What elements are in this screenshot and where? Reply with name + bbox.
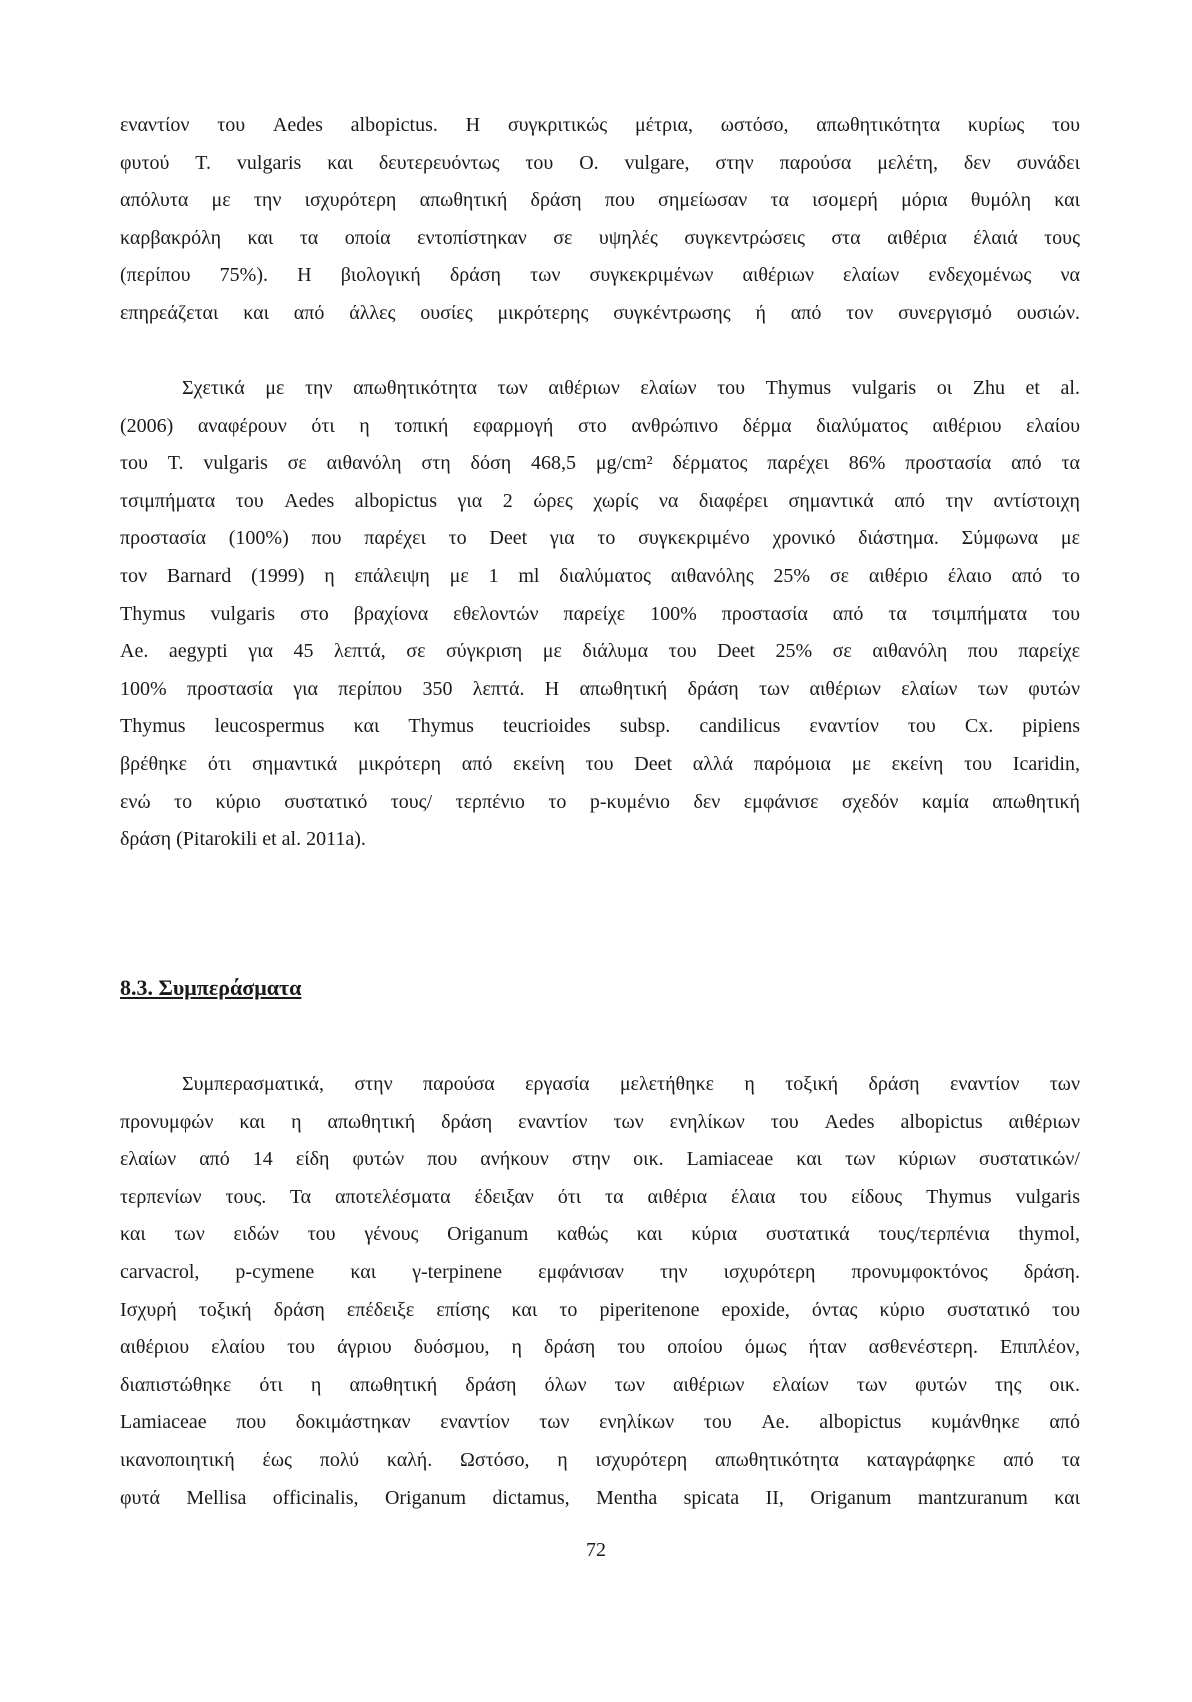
text-line: 100% προστασία για περίπου 350 λεπτά. Η απωθητική δράση των αιθέριων ελαίων των φυτών [120,677,1080,700]
text-line: τον Barnard (1999) η επάλειψη με 1 ml διαλύματος αιθανόλης 25% σε αιθέριο έλαιο από το [120,565,1080,587]
text-line: διαπιστώθηκε ότι η απωθητική δράση όλων των αιθέριων ελαίων των φυτών της οικ. [120,1373,1080,1396]
text-line: (2006) αναφέρουν ότι η τοπική εφαρμογή στο ανθρώπινο δέρμα διαλύματος αιθέριου ελαίου [120,414,1080,437]
text-line: και των ειδών του γένους Origanum καθώς και κύρια συστατικά τους/τερπένια thymol, [120,1223,1080,1246]
text-line: προνυμφών και η απωθητική δράση εναντίον των ενηλίκων του Aedes albopictus αιθέριων [120,1110,1080,1133]
text-line: δράση (Pitarokili et al. 2011a). [120,828,366,851]
text-line: φυτού T. vulgaris και δευτερευόντως του O. vulgare, στην παρούσα μελέτη, δεν συνάδει [120,151,1080,174]
text-line: φυτά Mellisa officinalis, Origanum dictamus, Mentha spicata II, Origanum mantzuranum και [120,1486,1080,1509]
page-number: 72 [586,1539,606,1561]
text-line: του T. vulgaris σε αιθανόλη στη δόση 468,5 μg/cm² δέρματος παρέχει 86% προστασία από τα [120,452,1080,475]
text-line: ικανοποιητική έως πολύ καλή. Ωστόσο, η ισχυρότερη απωθητικότητα καταγράφηκε από τα [120,1449,1080,1471]
text-line: απόλυτα με την ισχυρότερη απωθητική δράση που σημείωσαν τα ισομερή μόρια θυμόλη και [120,189,1080,212]
text-line: εναντίον του Aedes albopictus. Η συγκριτικώς μέτρια, ωστόσο, απωθητικότητα κυρίως του [120,114,1080,136]
text-line: Thymus leucospermus και Thymus teucrioides subsp. candilicus εναντίον του Cx. pipiens [120,715,1080,738]
text-line: Συμπερασματικά, στην παρούσα εργασία μελετήθηκε η τοξική δράση εναντίον των [182,1073,1080,1095]
text-line: Σχετικά με την απωθητικότητα των αιθέριων ελαίων του Thymus vulgaris οι Zhu et al. [182,377,1080,399]
text-line: ελαίων από 14 είδη φυτών που ανήκουν στην οικ. Lamiaceae και των κύριων συστατικών/ [120,1148,1080,1171]
text-line: Ισχυρή τοξική δράση επέδειξε επίσης και το piperitenone epoxide, όντας κύριο συστατικό του [120,1298,1080,1321]
text-line: ενώ το κύριο συστατικό τους/ τερπένιο το p-κυμένιο δεν εμφάνισε σχεδόν καμία απωθητική [120,790,1080,813]
text-line: (περίπου 75%). Η βιολογική δράση των συγκεκριμένων αιθέριων ελαίων ενδεχομένως να [120,264,1080,287]
text-line: τερπενίων τους. Τα αποτελέσματα έδειξαν ότι τα αιθέρια έλαια του είδους Thymus vulgaris [120,1185,1080,1208]
text-line: επηρεάζεται και από άλλες ουσίες μικρότερης συγκέντρωσης ή από τον συνεργισμό ουσιών. [120,302,1080,324]
text-line: βρέθηκε ότι σημαντικά μικρότερη από εκείνη του Deet αλλά παρόμοια με εκείνη του Icaridin, [120,753,1080,775]
text-line: αιθέριου ελαίου του άγριου δυόσμου, η δράση του οποίου όμως ήταν ασθενέστερη. Επιπλέον, [120,1336,1080,1359]
text-line: προστασία (100%) που παρέχει το Deet για το συγκεκριμένο χρονικό διάστημα. Σύμφωνα με [120,527,1080,550]
text-line: carvacrol, p-cymene και γ-terpinene εμφάνισαν την ισχυρότερη προνυμφοκτόνος δράση. [120,1261,1080,1283]
text-line: καρβακρόλη και τα οποία εντοπίστηκαν σε υψηλές συγκεντρώσεις στα αιθέρια έλαιά τους [120,226,1080,249]
text-line: Thymus vulgaris στο βραχίονα εθελοντών παρείχε 100% προστασία από τα τσιμπήματα του [120,602,1080,625]
text-line: Ae. aegypti για 45 λεπτά, σε σύγκριση με διάλυμα του Deet 25% σε αιθανόλη που παρείχε [120,640,1080,663]
section-heading: 8.3. Συμπεράσματα [120,975,302,1000]
text-line: Lamiaceae που δοκιμάστηκαν εναντίον των ενηλίκων του Ae. albopictus κυμάνθηκε από [120,1411,1080,1434]
text-line: τσιμπήματα του Aedes albopictus για 2 ώρες χωρίς να διαφέρει σημαντικά από την αντίστοιχη [120,489,1080,512]
